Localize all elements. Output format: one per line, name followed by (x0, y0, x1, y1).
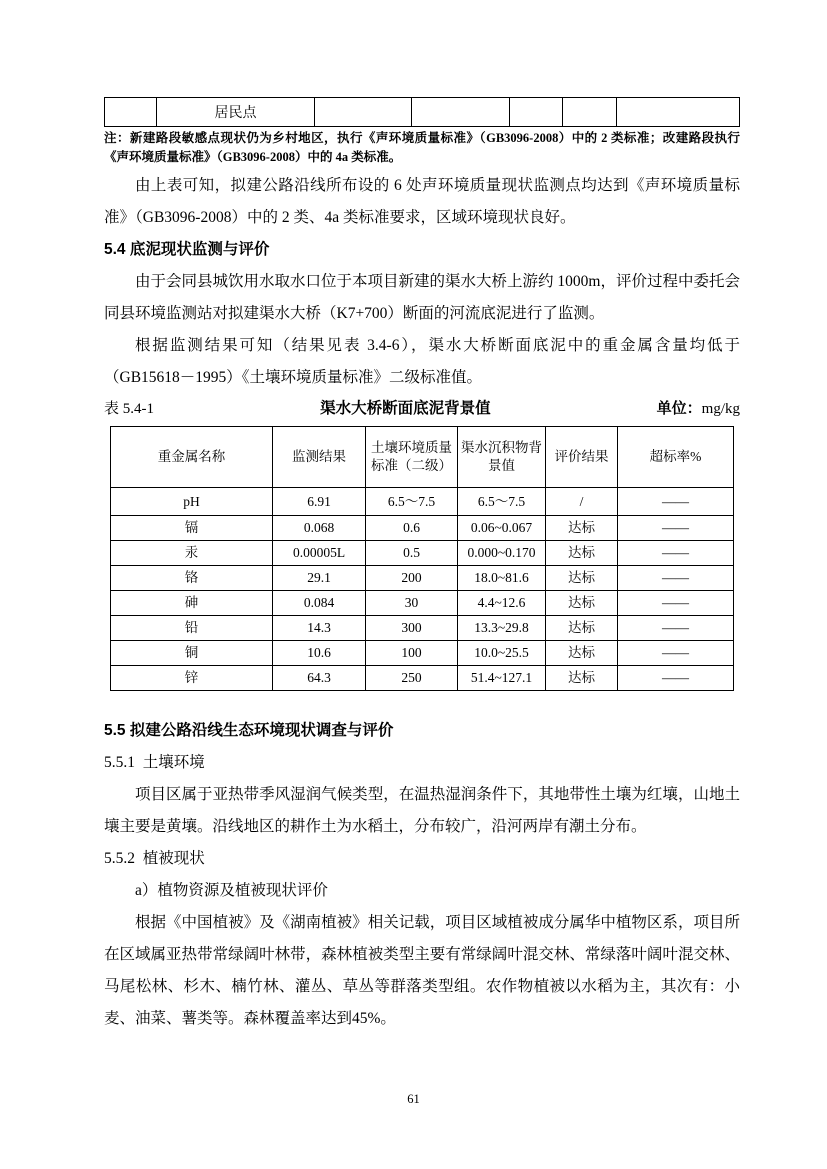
heading-section-5-5-2: 5.5.2 植被现状 (104, 850, 205, 867)
sediment-table-cell: / (546, 488, 618, 516)
paragraph-5-4-result: 根据监测结果可知（结果见表 3.4-6），渠水大桥断面底泥中的重金属含量均低于（GB15618－1995）《土壤环境质量标准》二级标准值。 (104, 337, 740, 386)
noise-table-cell (105, 98, 157, 127)
sediment-table-cell: 6.5～7.5 (366, 488, 458, 516)
paragraph-5-5-1-soil: 项目区属于亚热带季风湿润气候类型，在温热湿润条件下，其地带性土壤为红壤，山地土壤主要是黄壤。沿线地区的耕作土为水稻土，分布较广，沿河两岸有潮土分布。 (104, 786, 740, 835)
sediment-table-row (111, 616, 734, 641)
sediment-table-cell: pH (111, 488, 273, 516)
sediment-table-cell: 达标 (546, 541, 618, 566)
sediment-table-cell: 18.0~81.6 (458, 566, 546, 591)
column-header-exceed-rate: 超标率% (618, 427, 734, 488)
sediment-table-cell: 达标 (546, 566, 618, 591)
noise-table-cell (510, 98, 563, 127)
sediment-table-cell: 51.4~127.1 (458, 666, 546, 691)
sediment-table-cell: 10.6 (273, 641, 366, 666)
table-title: 渠水大桥断面底泥背景值 (320, 400, 491, 417)
sediment-table-cell: 250 (366, 666, 458, 691)
sediment-table-cell: —— (618, 541, 734, 566)
column-header-evaluation: 评价结果 (546, 427, 618, 488)
sediment-table-cell: —— (618, 488, 734, 516)
sediment-table-cell: —— (618, 641, 734, 666)
table-unit-value: mg/kg (701, 401, 740, 417)
sediment-table-cell: 0.000~0.170 (458, 541, 546, 566)
table-label: 表 5.4-1 (104, 401, 154, 417)
sediment-table-cell: 铜 (111, 641, 273, 666)
heading-section-5-5: 5.5 拟建公路沿线生态环境现状调查与评价 (104, 722, 394, 739)
sediment-table-cell: 200 (366, 566, 458, 591)
sediment-table-cell: 0.5 (366, 541, 458, 566)
sediment-table-cell: 达标 (546, 591, 618, 616)
page-content (104, 97, 740, 1035)
noise-table-cell (563, 98, 617, 127)
table-unit-label: 单位： (656, 400, 702, 417)
sediment-table-cell: 0.068 (273, 516, 366, 541)
noise-table-cell (617, 98, 740, 127)
sediment-table-cell: 汞 (111, 541, 273, 566)
table-unit (657, 396, 740, 422)
sediment-table-row (111, 566, 734, 591)
sediment-table-cell: 6.91 (273, 488, 366, 516)
column-header-background-value: 渠水沉积物背景值 (458, 427, 546, 488)
sediment-table-cell: 镉 (111, 516, 273, 541)
noise-table-cell: 居民点 (157, 98, 315, 127)
sediment-table-cell: 达标 (546, 666, 618, 691)
sediment-table-cell: 0.00005L (273, 541, 366, 566)
sediment-table-row (111, 666, 734, 691)
sediment-table-cell: 达标 (546, 641, 618, 666)
noise-table-fragment (104, 97, 740, 127)
sediment-table-row (111, 641, 734, 666)
sediment-table-body (111, 488, 734, 691)
sediment-table-cell: —— (618, 591, 734, 616)
noise-table-fragment-row (105, 98, 740, 127)
sediment-table-cell: 64.3 (273, 666, 366, 691)
sediment-table-cell: 29.1 (273, 566, 366, 591)
paragraph-5-4-monitoring: 由于会同县城饮用水取水口位于本项目新建的渠水大桥上游约 1000m，评价过程中委托会同县环境监测站对拟建渠水大桥（K7+700）断面的河流底泥进行了监测。 (104, 273, 740, 322)
sediment-table-cell: 30 (366, 591, 458, 616)
sediment-table-cell: 6.5～7.5 (458, 488, 546, 516)
sediment-table-head (111, 427, 734, 488)
sediment-table-cell: 0.6 (366, 516, 458, 541)
sediment-table-row (111, 591, 734, 616)
sediment-table-cell: 铬 (111, 566, 273, 591)
table-caption (104, 396, 740, 422)
sediment-table-row (111, 541, 734, 566)
noise-table-cell (412, 98, 510, 127)
heading-section-5-4: 5.4 底泥现状监测与评价 (104, 241, 270, 258)
sediment-table-cell: —— (618, 516, 734, 541)
sediment-table-cell: —— (618, 566, 734, 591)
sediment-table-cell: 100 (366, 641, 458, 666)
sediment-table-cell: 4.4~12.6 (458, 591, 546, 616)
sediment-table-cell: 13.3~29.8 (458, 616, 546, 641)
noise-table-cell (315, 98, 412, 127)
page-number: 61 (407, 1092, 420, 1106)
column-header-soil-standard: 土壤环境质量标准（二级） (366, 427, 458, 488)
sediment-table-header-row (111, 427, 734, 488)
subitem-a-label: a）植物资源及植被现状评价 (135, 882, 328, 899)
sediment-table-cell: —— (618, 616, 734, 641)
sediment-table-row (111, 516, 734, 541)
sediment-table-cell: 300 (366, 616, 458, 641)
section-spacer (104, 691, 740, 715)
sediment-table-cell: 砷 (111, 591, 273, 616)
sediment-table-cell: 0.06~0.067 (458, 516, 546, 541)
sediment-background-table (110, 426, 734, 691)
sediment-table-cell: 达标 (546, 516, 618, 541)
sediment-table-cell: —— (618, 666, 734, 691)
column-header-monitor-result: 监测结果 (273, 427, 366, 488)
table-footnote: 注：新建路段敏感点现状仍为乡村地区，执行《声环境质量标准》（GB3096-2008）中的 2 类标准；改建路段执行《声环境质量标准》（GB3096-2008）中的 4a 类标准。 (104, 131, 740, 164)
sediment-table-cell: 达标 (546, 616, 618, 641)
sediment-table-cell: 0.084 (273, 591, 366, 616)
sediment-table-cell: 铅 (111, 616, 273, 641)
paragraph-5-5-2-vegetation: 根据《中国植被》及《湖南植被》相关记载，项目区域植被成分属华中植物区系，项目所在区域属亚热带常绿阔叶林带，森林植被类型主要有常绿阔叶混交林、常绿落叶阔叶混交林、马尾松林、杉木、楠竹林、灌丛、草丛等群落类型组。农作物植被以水稻为主，其次有：小麦、油菜、薯类等。森林覆盖率达到45%。 (104, 914, 740, 1027)
sediment-table-row (111, 488, 734, 516)
sediment-table-cell: 14.3 (273, 616, 366, 641)
heading-section-5-5-1: 5.5.1 土壤环境 (104, 754, 205, 771)
paragraph-noise-conclusion: 由上表可知，拟建公路沿线所布设的 6 处声环境质量现状监测点均达到《声环境质量标准》（GB3096-2008）中的 2 类、4a 类标准要求，区域环境现状良好。 (104, 177, 740, 226)
column-header-metal-name: 重金属名称 (111, 427, 273, 488)
sediment-table-cell: 锌 (111, 666, 273, 691)
sediment-table-cell: 10.0~25.5 (458, 641, 546, 666)
